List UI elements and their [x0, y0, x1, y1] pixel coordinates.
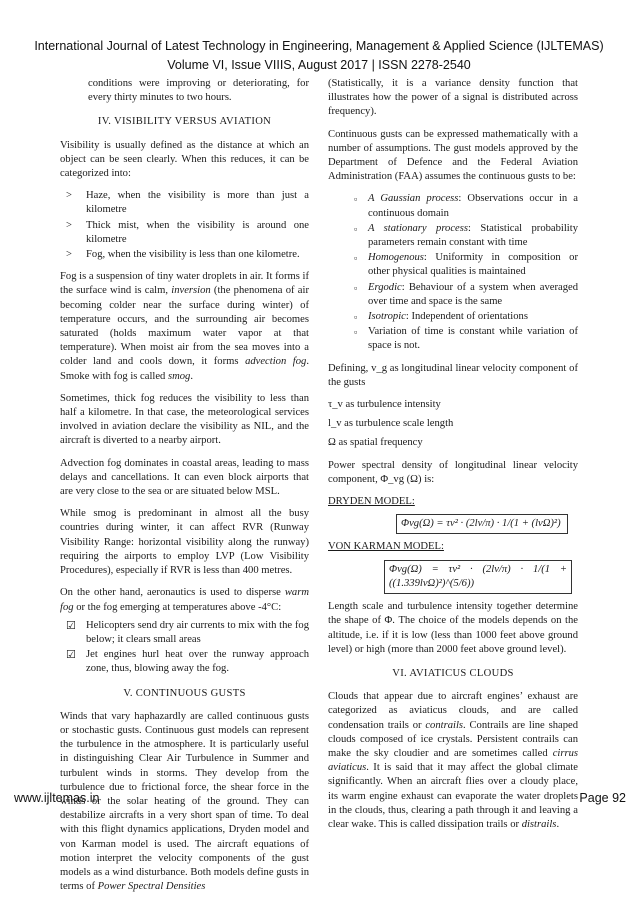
- paragraph: conditions were improving or deteriorating, for every thirty minutes to two hours.: [88, 78, 309, 104]
- paragraph: Visibility is usually defined as the distance at which an object can be seen clearly. When this reduces, it can be categorized into:: [60, 139, 309, 180]
- list-item: > Haze, when the visibility is more than just a kilometre: [66, 190, 309, 216]
- checkbox-icon: ☑: [66, 648, 76, 662]
- footer-page-number: Page 92: [579, 791, 626, 805]
- visibility-list: [60, 189, 309, 262]
- paragraph: Sometimes, thick fog reduces the visibility to less than half a kilometre. In that case, the meteorological services involved in aviation declare the visibility as NIL, and the aircraft is diverted to a nearby airport.: [60, 392, 309, 447]
- bullet-marker: ▫: [354, 194, 358, 205]
- list-item: ☑ Jet engines hurl heat over the runway approach zone, thus, blowing away the fog.: [66, 648, 309, 675]
- paragraph: On the other hand, aeronautics is used to disperse warm fog or the fog emerging at temperatures above -4°C:: [60, 587, 309, 613]
- paragraph: (Statistically, it is a variance density function that illustrates how the power of a signal is distributed across frequency).: [328, 78, 578, 118]
- list-item: ▫ A stationary process: Statistical probability parameters remain constant with time: [354, 222, 578, 249]
- list-item: ☑ Helicopters send dry air currents to mix with the fog below; it clears small areas: [66, 618, 309, 645]
- paragraph: Length scale and turbulence intensity together determine the shape of Φ. The choice of the models depends on the altitude, i.e. if it is low (less than 1000 feet above ground level) or high (more than 2000 feet above ground level).: [328, 601, 578, 655]
- list-item: > Thick mist, when the visibility is around one kilometre: [66, 219, 309, 245]
- paragraph: Clouds that appear due to aircraft engines’ exhaust are categorized as aviaticus clouds, and are called condensation trails or contrails. Contrails are line shaped clouds composed of ice crystals. Persistent contrails can make the sky cloudier and are sometimes called cirrus aviaticus. It is said that it may affect the global climate significantly. When an aircraft flies over a cloudy place, its warm engine exhaust can evaporate the water droplets in the clouds, thus, clearing a path through it and leaving a clear wake. This is called dissipation trails or distrails.: [328, 691, 578, 830]
- journal-header: [0, 37, 638, 75]
- bullet-marker: ▫: [354, 253, 358, 264]
- bullet-marker: ▫: [354, 223, 358, 234]
- bullet-marker: >: [66, 219, 72, 231]
- footer-website: www.ijltemas.in: [14, 791, 100, 805]
- right-column: [328, 77, 578, 840]
- paragraph: Power spectral density of longitudinal linear velocity component, Φ_vg (Ω) is:: [328, 459, 578, 485]
- assumption-list: [328, 192, 578, 353]
- paragraph: Winds that vary haphazardly are called continuous gusts or stochastic gusts. Continuous gust models can represent the turbulence in the atmosphere. It is particularly useful in distinguishing Clear Air Turbulence in Summer and turbulent winds in storms. They develop from the turbulence due to frictional force, the shear force in the winds or the solar heating of the ground. They can destabilize aircrafts in a very short span of time. To deal with this flight dynamics applications, Dryden model and von Karman model is used. The aircraft equations of motion interpret the velocity components of the gust models as a wind disturbance. Both models define gusts in terms of Power Spectral Densities: [60, 710, 309, 893]
- dryden-equation: Φvg(Ω) = τv² · (2lv/π) · 1/(1 + (lvΩ)²): [396, 514, 568, 534]
- bullet-marker: ▫: [354, 312, 358, 323]
- paragraph: Advection fog dominates in coastal areas, leading to mass delays and cancellations. It can even block airports that are very close to the sea or are situated below MSL.: [60, 457, 309, 498]
- dryden-model-label: DRYDEN MODEL:: [328, 496, 415, 508]
- bullet-marker: ▫: [354, 282, 358, 293]
- list-item: ▫ Ergodic: Behaviour of a system when averaged over time and space is the same: [354, 281, 578, 307]
- fog-dispersal-list: [60, 619, 309, 677]
- section-heading-clouds: VI. AVIATICUS CLOUDS: [392, 667, 514, 679]
- list-item: ▫ Homogenous: Uniformity in composition or other physical qualities is maintained: [354, 252, 578, 278]
- definition: Ω as spatial frequency: [328, 437, 423, 449]
- von-karman-equation: Φvg(Ω) = τv² · (2lv/π) · 1/(1 + ((1.339lvΩ)²)^(5/6)): [384, 560, 572, 594]
- bullet-marker: >: [66, 249, 72, 261]
- paragraph: Continuous gusts can be expressed mathematically with a number of assumptions. The gust models approved by the Department of Defence and the Federal Aviation Administration (FAA) assumes the continuous gusts to be:: [328, 128, 578, 183]
- definition: τ_v as turbulence intensity: [328, 399, 441, 411]
- list-item: > Fog, when the visibility is less than one kilometre.: [60, 248, 309, 262]
- von-karman-model-label: VON KARMAN MODEL:: [328, 541, 444, 553]
- list-item: ▫ Isotropic: Independent of orientations: [328, 310, 578, 324]
- list-item: ▫ Variation of time is constant while variation of space is not.: [354, 326, 578, 352]
- checkbox-icon: ☑: [66, 618, 76, 632]
- journal-issue: Volume VI, Issue VIIIS, August 2017 | ISSN 2278-2540: [167, 58, 471, 72]
- section-heading-gusts: V. CONTINUOUS GUSTS: [123, 687, 246, 699]
- list-item: ▫ A Gaussian process: Observations occur in a continuous domain: [354, 193, 578, 219]
- section-heading-visibility: IV. VISIBILITY VERSUS AVIATION: [97, 116, 272, 128]
- definition: l_v as turbulence scale length: [328, 418, 454, 430]
- left-column: [60, 77, 309, 902]
- journal-title: International Journal of Latest Technology in Engineering, Management & Applied Science (IJLTEMAS): [34, 39, 604, 53]
- bullet-marker: ▫: [354, 327, 358, 338]
- paragraph: While smog is predominant in almost all the busy countries during winter, it can affect RVR (Runway Visibility Range: horizontal visibility along the runway) requiring the airports to employ LVP (Low Visibility Procedures), especially if RVR is less than 400 metres.: [60, 508, 309, 577]
- paragraph: Fog is a suspension of tiny water droplets in air. It forms if the surface wind is calm, inversion (the phenomena of air becoming colder near the surface during winter) of temperature occurs, and the surrounding air becomes saturated (holds maximum water vapor at that temperature). When moist air from the sea moves into a colder land and cools down, it forms advection fog. Smoke with fog is called smog.: [60, 271, 309, 382]
- bullet-marker: >: [66, 190, 72, 202]
- definition: Defining, v_g as longitudinal linear velocity component of the gusts: [328, 362, 578, 388]
